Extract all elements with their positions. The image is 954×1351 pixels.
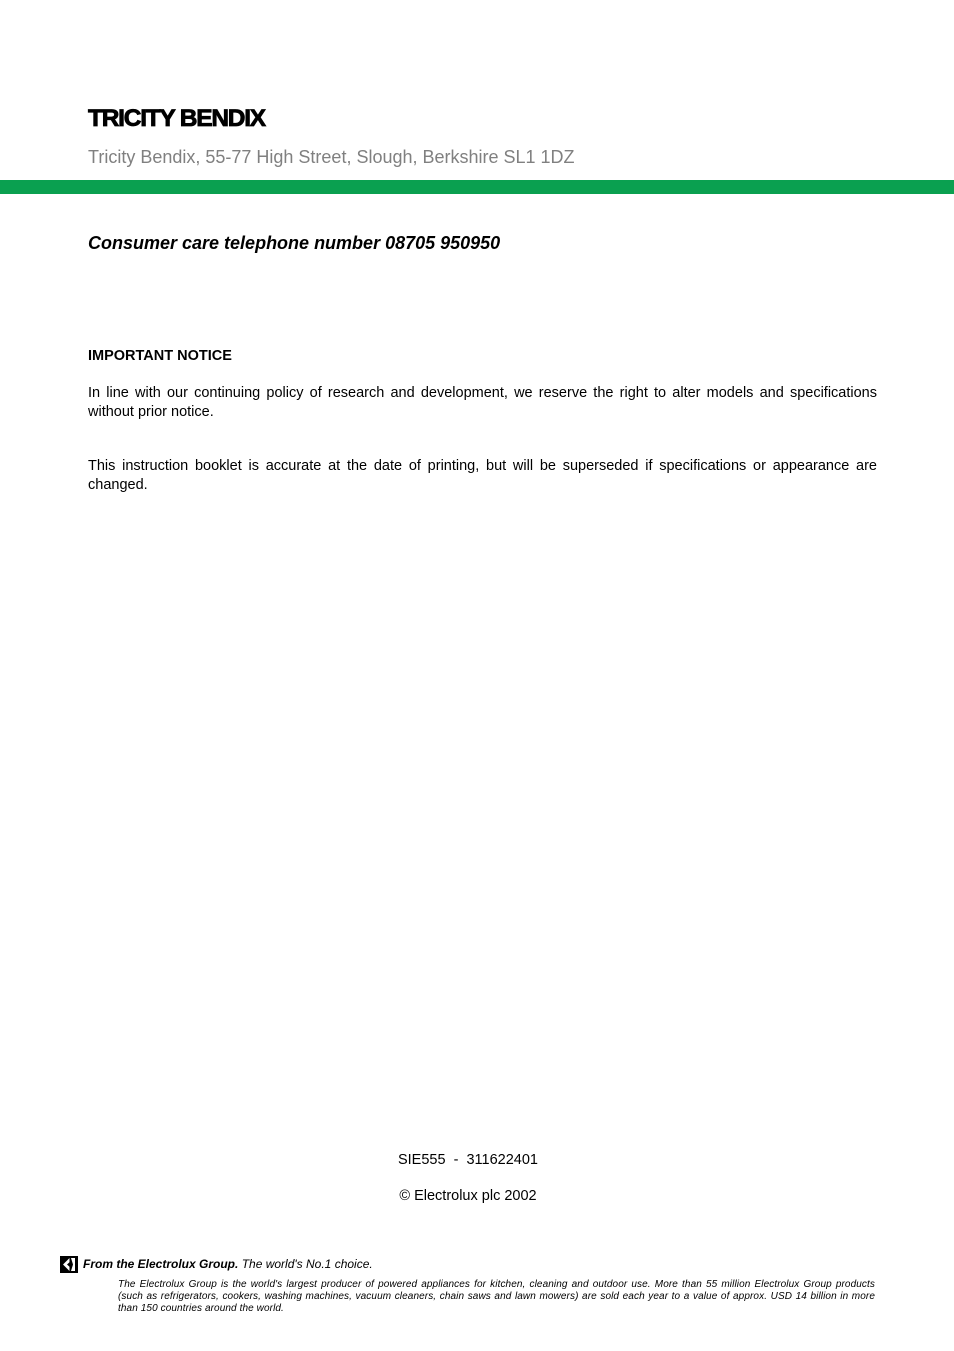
tagline-rest: The world's No.1 choice. — [238, 1257, 373, 1271]
green-divider-bar — [0, 180, 954, 194]
electrolux-group-description: The Electrolux Group is the world's largest producer of powered appliances for kitchen, cleaning and outdoor use. More than 55 million Electrolux Group products (such as refrigerators, cookers, washing machines, vacuum cleaners, chain saws and lawn mowers) are sold each year to a value of approx. USD 14 billion in more than 150 countries around the world. — [118, 1279, 875, 1314]
notice-heading: IMPORTANT NOTICE — [88, 348, 232, 364]
notice-paragraph-2: This instruction booklet is accurate at the date of printing, but will be superseded if specifications or appearance are changed. — [88, 458, 877, 493]
copyright-text: © Electrolux plc 2002 — [399, 1188, 537, 1204]
company-address: Tricity Bendix, 55-77 High Street, Slough, Berkshire SL1 1DZ — [88, 147, 575, 167]
notice-paragraph-1: In line with our continuing policy of research and development, we reserve the right to alter models and specifications without prior notice. — [88, 385, 877, 420]
model-code-line — [0, 1151, 954, 1169]
model-code: SIE555 - 311622401 — [397, 1152, 538, 1168]
consumer-care-phone: Consumer care telephone number 08705 950950 — [88, 233, 501, 253]
tagline-bold: From the Electrolux Group. — [83, 1257, 239, 1271]
electrolux-tagline — [83, 1257, 373, 1272]
copyright-line — [0, 1187, 954, 1205]
brand-logo: TRICITY BENDIX — [88, 105, 265, 132]
electrolux-logo-icon — [60, 1256, 78, 1273]
